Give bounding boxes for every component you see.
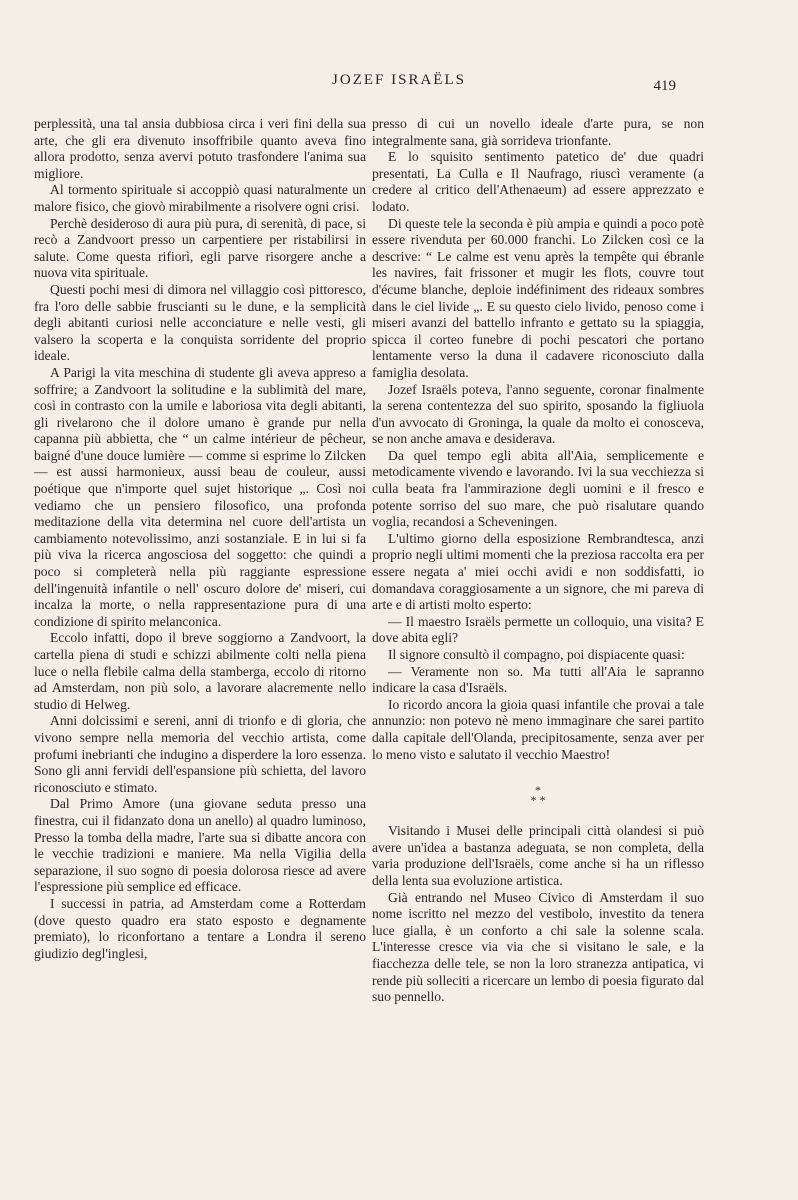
paragraph: E lo squisito sentimento patetico de' due quadri presentati, La Culla e Il Naufrago, riuscì veramente (a credere al critico dell'Athenaeum) ad essere apprezzato e lodato. xyxy=(372,149,704,214)
section-break-asterisks xyxy=(372,783,704,808)
paragraph: Perchè desideroso di aura più pura, di serenità, di pace, si recò a Zandvoort presso un carpentiere per ristabilirsi in salute. Come questa rifiorì, egli parve risorgere anche a nuova vita spirituale. xyxy=(34,215,366,281)
asterism-bottom: * * xyxy=(530,793,546,808)
paragraph: Anni dolcissimi e sereni, anni di trionfo e di gloria, che vivono sempre nella memoria del vecchio artista, come profumi inebrianti che indugino a disperdere la loro essenza. Sono gli anni fervidi dell'espansione più schietta, del lavoro riconosciuto e stimato. xyxy=(34,713,366,795)
paragraph: L'ultimo giorno della esposizione Rembrandtesca, anzi proprio negli ultimi momenti che la preziosa raccolta era per essere negata a' miei occhi avidi e non soddisfatti, io domandava coraggiosamente a un signore, che mi pareva di arte e di artisti molto esperto: xyxy=(372,530,704,613)
paragraph: Al tormento spirituale si accoppiò quasi naturalmente un malore fisico, che giovò mirabilmente a risolvere ogni crisi. xyxy=(34,182,366,214)
paragraph: Di queste tele la seconda è più ampia e quindi a poco potè essere rivenduta per 60.000 franchi. Lo Zilcken così ce la descrive: “ Le calme est venu après la tempête qui ébranle les navires, fait frissoner et mugir les flots, couvre tout d'écume blanche, deploie indéfiniment des rideaux sombres dans le ciel livide „. E su questo cielo livido, penoso come i miseri avanzi del battello infranto e gettato su la spiaggia, spicca il corteo funebre di pochi pescatori che portano lentamente verso la duna il cadavere riconosciuto dalla famiglia desolata. xyxy=(372,215,704,380)
paragraph: presso di cui un novello ideale d'arte pura, se non integralmente sana, già sorrideva trionfante. xyxy=(372,116,704,148)
paragraph: Visitando i Musei delle principali città olandesi si può avere un'idea a bastanza adeguata, se non completa, della varia produzione dell'Israëls, come anche si ha un riflesso della lenta sua evoluzione artistica. xyxy=(372,823,704,888)
paragraph: Questi pochi mesi di dimora nel villaggio così pittoresco, fra l'oro delle sabbie fruscianti su le dune, e la semplicità degli abitanti curiosi nelle acconciature e nelle vesti, gli valsero la scoperta e la conquista sorridente del proprio ideale. xyxy=(34,281,366,364)
paragraph: Già entrando nel Museo Civico di Amsterdam il suo nome iscritto nel mezzo del vestibolo, investito da tenera luce gialla, è un conforto a chi sale la solenne scala. L'interesse cresce via via che si visitano le sale, e la fiacchezza delle tele, se non la loro stranezza antipatica, vi rende più solleciti a ricercare un lembo di poesia figurato dal suo pennello. xyxy=(372,889,704,1005)
paragraph: Jozef Israëls poteva, l'anno seguente, coronar finalmente la serena contentezza del suo spirito, sposando la figliuola d'un avvocato di Groninga, la quale da molto ei conosceva, se non anche amava e desiderava. xyxy=(372,381,704,447)
paragraph: Da quel tempo egli abita all'Aia, semplicemente e metodicamente vivendo e lavorando. Ivi la sua vecchiezza si culla beata fra l'ammirazione degli uomini e il fresco e potente sorriso del suo mare, che può risalutare quando voglia, recandosi a Scheveningen. xyxy=(372,447,704,530)
left-column xyxy=(34,116,366,962)
paragraph: perplessità, una tal ansia dubbiosa circa i veri fini della sua arte, che gli era divenuto insoffribile quanto aveva fino allora prodotto, senza avervi potuto trasfondere l'anima sua migliore. xyxy=(34,116,366,181)
paragraph: I successi in patria, ad Amsterdam come a Rotterdam (dove questo quadro era stato esposto e degnamente premiato), lo riconfortano a tentare a Londra il sereno giudizio degl'inglesi, xyxy=(34,895,366,961)
asterism-top: * xyxy=(535,783,541,798)
paragraph: Io ricordo ancora la gioia quasi infantile che provai a tale annunzio: non potevo nè meno immaginare che sarei partito dalla capitale dell'Olanda, precipitosamente, senza aver per lo meno visto e salutato il vecchio Maestro! xyxy=(372,696,704,762)
paragraph: Dal Primo Amore (una giovane seduta presso una finestra, cui il fidanzato dona un anello) al quadro luminoso, Presso la tomba della madre, l'arte sua si dibatte ancora con le vecchie tradizioni e maniere. Ma nella Vigilia della separazione, il suo sogno di poesia dolorosa riesce ad avere l'espressione più semplice ed efficace. xyxy=(34,796,366,895)
paragraph: Il signore consultò il compagno, poi dispiacente quasi: xyxy=(388,647,685,662)
dialogue-line: — Veramente non so. Ma tutti all'Aia le sapranno indicare la casa d'Israëls. xyxy=(372,663,704,696)
paragraph: A Parigi la vita meschina di studente gli aveva appreso a soffrire; a Zandvoort la solitudine e la sublimità del mare, così in contrasto con la umile e laboriosa vita degli abitanti, gli rivelarono che il dolore umano è grande pur nella capanna più abbietta, che “ un calme intérieur de pêcheur, baigné d'une douce lumière — comme si esprime lo Zilcken — est aussi harmonieux, aussi beau de couleur, aussi poétique que n'importe quel sujet historique „. Così noi vediamo che un pensiero filosofico, una profonda meditazione della vita determina nel cuore dell'artista un cambiamento notevolissimo, anzi sostanziale. E in lui si fa più viva la ricerca angosciosa del soggetto: che quindi a poco si completerà nella più raggiante espressione dell'ingenuità infantile o nell' oscuro dolore de' miseri, cui incalza la morte, o nella rappresentazione pura di una condizione di spirito melanconica. xyxy=(34,364,366,629)
page-header xyxy=(0,72,798,102)
dialogue-line: — Il maestro Israëls permette un colloquio, una visita? E dove abita egli? xyxy=(372,613,704,646)
right-column xyxy=(372,116,704,1006)
page-number: 419 xyxy=(653,78,676,94)
running-title: JOZEF ISRAËLS xyxy=(332,72,466,88)
paragraph: Eccolo infatti, dopo il breve soggiorno a Zandvoort, la cartella piena di studi e schizzi abilmente colti nella piena luce o nella flebile calma della stamberga, eccolo di ritorno ad Amsterdam, non più solo, a lavorare alacremente nello studio di Helweg. xyxy=(34,630,366,712)
